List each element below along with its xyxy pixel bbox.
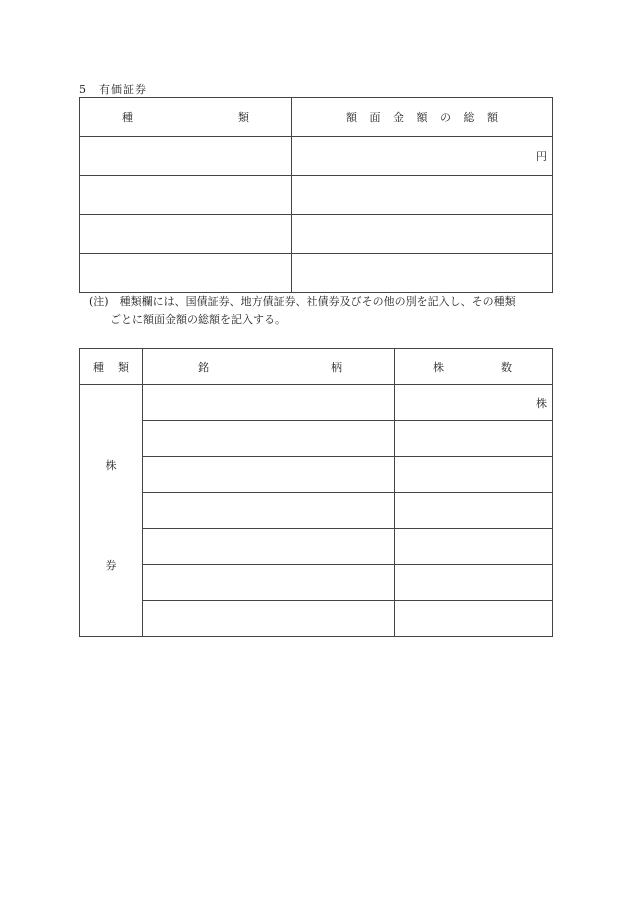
header-fv-char-6: 総 [463, 111, 475, 124]
brand-input-cell[interactable] [143, 601, 395, 637]
amount-input-cell[interactable] [292, 254, 553, 293]
kind-label-bottom: 券 [105, 559, 117, 572]
yen-unit: 円 [536, 150, 547, 163]
header-brand-char-1: 銘 [198, 360, 209, 374]
header-kind-char-2: 類 [118, 360, 129, 374]
kind-input-cell[interactable] [80, 137, 292, 176]
brand-input-cell[interactable] [143, 457, 395, 493]
header-fv-char-2: 面 [369, 111, 381, 124]
brand-input-cell[interactable] [143, 529, 395, 565]
table-row [80, 457, 553, 493]
shares-input-cell[interactable] [395, 457, 553, 493]
shares-input-cell[interactable] [395, 421, 553, 457]
header-brand-char-2: 柄 [331, 360, 342, 374]
header-shares-char-1: 株 [433, 360, 444, 374]
table-row [80, 493, 553, 529]
header-fv-char-7: 額 [487, 111, 498, 124]
shares-input-cell[interactable] [395, 385, 553, 421]
header-fv-char-5: の [440, 111, 451, 124]
kind-input-cell[interactable] [80, 215, 292, 254]
shares-input-cell[interactable] [395, 601, 553, 637]
stocks-table [79, 348, 553, 637]
brand-input-cell[interactable] [143, 493, 395, 529]
note [89, 293, 559, 329]
stock-kind-cell [80, 385, 143, 637]
shares-input-cell[interactable] [395, 493, 553, 529]
header-brand [143, 349, 395, 385]
shares-unit: 株 [536, 396, 547, 410]
note-line-2: ごとに額面金額の総額を記入する。 [110, 313, 286, 326]
table-row [80, 529, 553, 565]
securities-table [79, 97, 553, 293]
header-shares-char-2: 数 [501, 360, 512, 374]
brand-input-cell[interactable] [143, 385, 395, 421]
securities-header-row [80, 98, 553, 137]
header-face-value-total [292, 98, 553, 137]
kind-label-top: 株 [105, 459, 117, 472]
amount-input-cell[interactable] [292, 176, 553, 215]
kind-input-cell[interactable] [80, 176, 292, 215]
table-row [80, 565, 553, 601]
table-row [80, 421, 553, 457]
stocks-header-row [80, 349, 553, 385]
shares-input-cell[interactable] [395, 565, 553, 601]
header-fv-char-1: 額 [346, 111, 357, 124]
table-row [80, 254, 553, 293]
note-line-1: (注) 種類欄には、国債証券、地方債証券、社債券及びその他の別を記入し、その種類 [89, 295, 516, 308]
table-row [80, 215, 553, 254]
header-kind [80, 98, 292, 137]
header-fv-char-4: 額 [416, 111, 428, 124]
table-row [80, 601, 553, 637]
header-kind [80, 349, 143, 385]
brand-input-cell[interactable] [143, 421, 395, 457]
table-row [80, 385, 553, 421]
header-kind-char-1: 種 [122, 111, 133, 124]
header-fv-char-3: 金 [393, 111, 404, 124]
kind-input-cell[interactable] [80, 254, 292, 293]
header-kind-char-2: 類 [238, 111, 249, 124]
brand-input-cell[interactable] [143, 565, 395, 601]
table-row [80, 176, 553, 215]
table-row [80, 137, 553, 176]
header-shares [395, 349, 553, 385]
amount-input-cell[interactable] [292, 215, 553, 254]
section-title: 5 有価証券 [79, 83, 147, 96]
amount-input-cell[interactable] [292, 137, 553, 176]
header-kind-char-1: 種 [93, 360, 104, 374]
shares-input-cell[interactable] [395, 529, 553, 565]
